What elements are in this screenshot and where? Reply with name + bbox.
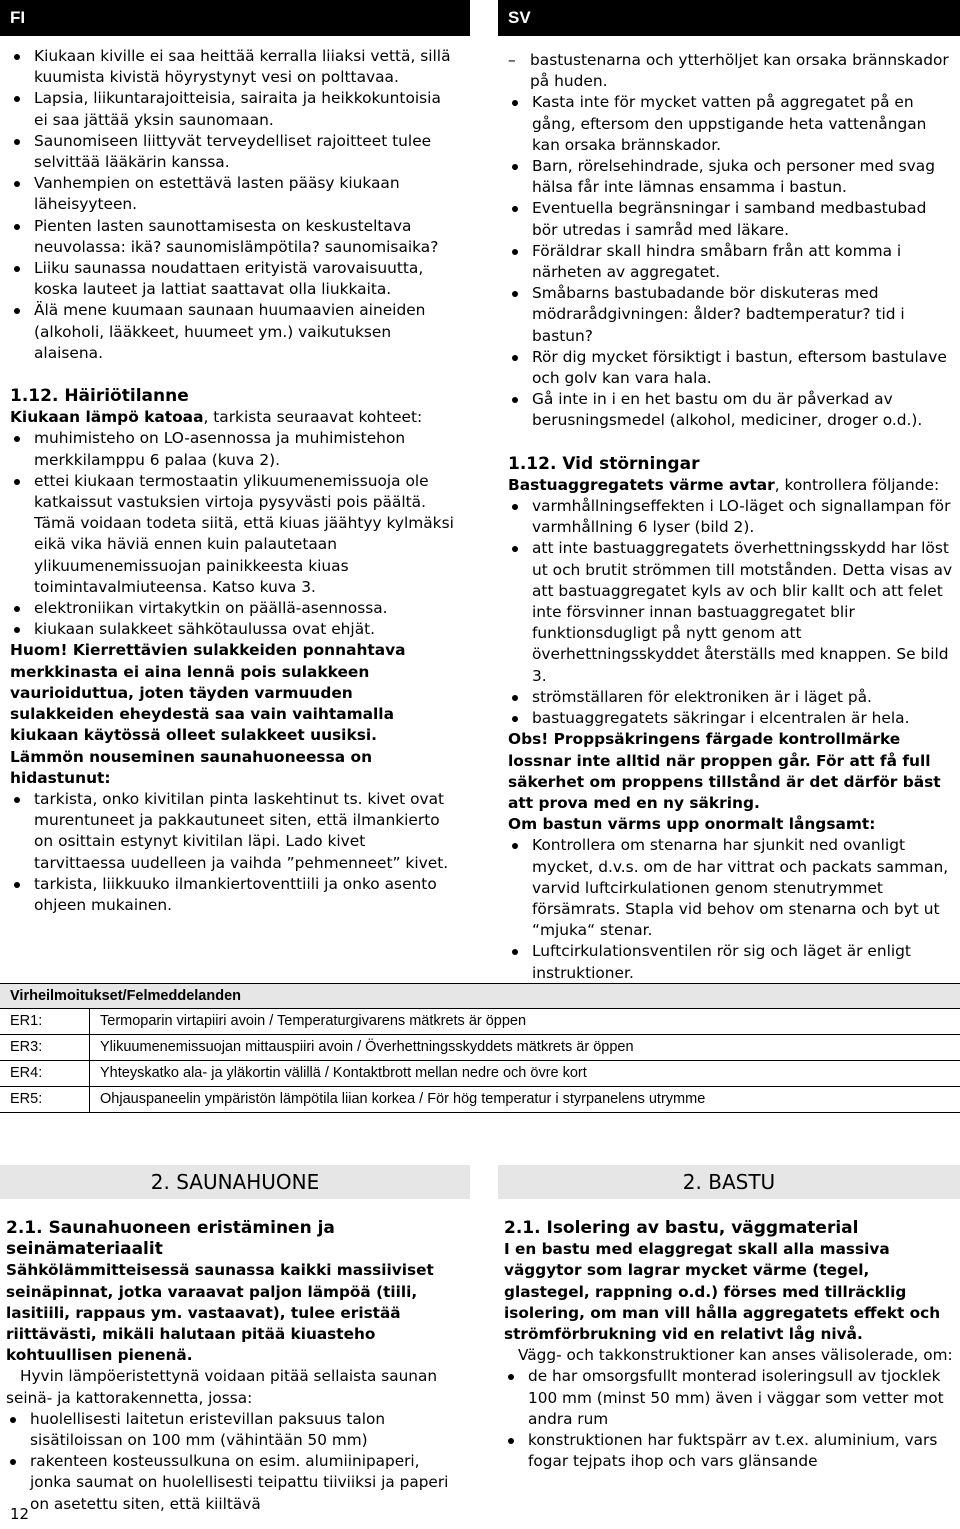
- table-row: [0, 1087, 960, 1113]
- list-item: konstruktionen har fuktspärr av t.ex. aluminium, vars fogar tejpats ihop och vars glänsande: [504, 1430, 956, 1472]
- list-item: Rör dig mycket försiktigt i bastun, eftersom bastulave och golv kan vara hala.: [508, 347, 954, 389]
- list-item: kiukaan sulakkeet sähkötaulussa ovat ehjät.: [10, 619, 458, 640]
- error-text: Ohjauspaneelin ympäristön lämpötila liian korkea / För hög temperatur i styrpanelens utrymme: [100, 1091, 706, 1107]
- list-item: Saunomiseen liittyvät terveydelliset rajoitteet tulee selvittää lääkärin kanssa.: [10, 131, 458, 173]
- fi-para: Hyvin lämpöeristettynä voidaan pitää sellaista saunan seinä- ja kattorakennetta, jossa:: [6, 1367, 438, 1407]
- list-item: Liiku saunassa noudattaen erityistä varovaisuutta, koska lauteet ja lattiat saattavat olla liukkaita.: [10, 258, 458, 300]
- fi-intro-rest: , tarkista seuraavat kohteet:: [203, 408, 423, 427]
- sv-safety-list: [508, 50, 954, 432]
- list-item: varmhållningseffekten i LO-läget och signallampan för varmhållning 6 lyser (bild 2).: [508, 496, 954, 538]
- list-item: huolellisesti laitetun eristevillan paksuus talon sisätiloissan on 100 mm (vähintään 50 mm): [6, 1409, 462, 1451]
- list-item: muhimisteho on LO-asennossa ja muhimistehon merkkilamppu 6 palaa (kuva 2).: [10, 428, 458, 470]
- fi-slow-heading: Lämmön nouseminen saunahuoneessa on hidastunut:: [10, 747, 373, 787]
- fi-check-list: [10, 428, 458, 640]
- sv-note: Obs! Proppsäkringens färgade kontrollmärke lossnar inte alltid när proppen går. För att få full säkerhet om proppens tillstånd är det därför bäst att prova med en ny säkring.: [508, 730, 941, 812]
- table-row: [0, 1035, 960, 1061]
- fi-safety-list: [10, 46, 458, 364]
- list-item: Gå inte in i en het bastu om du är påverkad av berusningsmedel (alkohol, mediciner, droger o.d.).: [508, 389, 954, 431]
- lang-label-fi: FI: [10, 8, 26, 27]
- list-item: att inte bastuaggregatets överhettningsskydd har löst ut och brutit strömmen till motstånden. Detta visas av att bastuaggregatet kyls av och blir kallt och att felet inte försvinner innan bastuaggregatet blir funktionsdugligt på nytt genom att överhettningsskyddet återställs med knappen. Se bild 3.: [508, 538, 954, 686]
- error-text: Ylikuumenemissuojan mittauspiiri avoin / Överhettningsskyddets mätkrets är öppen: [100, 1039, 634, 1055]
- sv-check-list: [508, 496, 954, 729]
- table-row: [0, 1061, 960, 1087]
- fi-bold-para: Sähkölämmitteisessä saunassa kaikki massiiviset seinäpinnat, jotka varaavat paljon lämpöä (tiili, lasitiili, rappaus ym. vastaavat), tulee eristää riittävästi, mikäli halutaan pitää kiuasteho kohtuullisen pienenä.: [6, 1261, 434, 1365]
- error-text: Termoparin virtapiiri avoin / Temperaturgivarens mätkrets är öppen: [100, 1013, 527, 1029]
- sv-slow-list: [508, 835, 954, 983]
- error-table: [0, 983, 960, 1113]
- sv-slow-heading: Om bastun värms upp onormalt långsamt:: [508, 815, 876, 834]
- fi-column: [10, 46, 458, 916]
- sv-intro-bold: Bastuaggregatets värme avtar: [508, 475, 775, 494]
- list-item: elektroniikan virtakytkin on päällä-asennossa.: [10, 598, 458, 619]
- list-item: strömställaren för elektroniken är i läget på.: [508, 687, 954, 708]
- list-item: bastuaggregatets säkringar i elcentralen är hela.: [508, 708, 954, 729]
- error-code: ER5:: [0, 1087, 90, 1112]
- header-bar-sv: [498, 0, 960, 36]
- error-code: ER4:: [0, 1061, 90, 1086]
- list-item: Luftcirkulationsventilen rör sig och läget är enligt instruktioner.: [508, 941, 954, 983]
- list-item: Pienten lasten saunottamisesta on keskusteltava neuvolassa: ikä? saunomislämpötila? saunomisaika?: [10, 216, 458, 258]
- list-item: Barn, rörelsehindrade, sjuka och personer med svag hälsa får inte lämnas ensamma i bastun.: [508, 156, 954, 198]
- error-table-title: Virheilmoitukset/Felmeddelanden: [0, 983, 960, 1009]
- fi-section2: [6, 1218, 462, 1515]
- fi-intro: [10, 407, 458, 428]
- sv-column: [508, 50, 954, 984]
- list-item: de har omsorgsfullt monterad isoleringsull av tjocklek 100 mm (minst 50 mm) även i väggar som vetter mot andra rum: [504, 1366, 956, 1430]
- fi-section2-title: 2. SAUNAHUONE: [0, 1165, 470, 1199]
- list-item: ettei kiukaan termostaatin ylikuumenemissuoja ole katkaissut vastuksien virtoja pysyvästi pois päältä. Tämä voidaan todeta siitä, että kiuas jäähtyy kylmäksi eikä vika häviä ennen kuin palautetaan ylikuumenemissuojan painikkeesta kiuas toimintavalmiuteensa. Katso kuva 3.: [10, 471, 458, 598]
- sv-section2: [504, 1218, 956, 1472]
- sv-bold-para: I en bastu med elaggregat skall alla massiva väggytor som lagrar mycket värme (tegel, glastegel, rappning o.d.) förses med tillräcklig isolering, om man vill hålla aggregatets effekt och strömförbrukning vid en relativt låg nivå.: [504, 1240, 941, 1344]
- list-item: Småbarns bastubadande bör diskuteras med mödrarådgivningen: ålder? badtemperatur? tid i bastun?: [508, 283, 954, 347]
- fi-intro-bold: Kiukaan lämpö katoaa: [10, 408, 204, 427]
- list-item: Eventuella begränsningar i samband medbastubad bör utredas i samråd med läkare.: [508, 198, 954, 240]
- error-text: Yhteyskatko ala- ja yläkortin välillä / Kontaktbrott mellan nedre och övre kort: [100, 1065, 587, 1081]
- error-code: ER3:: [0, 1035, 90, 1060]
- list-item: rakenteen kosteussulkuna on esim. alumiinipaperi, jonka saumat on huolellisesti teipattu tiiviiksi ja paperi on asetettu siten, että kiiltävä: [6, 1451, 462, 1515]
- table-row: [0, 1009, 960, 1035]
- error-code: ER1:: [0, 1009, 90, 1034]
- sv-intro: [508, 475, 954, 496]
- sv-insulation-list: [504, 1366, 956, 1472]
- fi-note: Huom! Kierrettävien sulakkeiden ponnahtava merkkinasta ei aina lennä pois sulakkeen vaurioiduttua, joten täyden varmuuden sulakkeiden eheydestä saa vain vaihtamalla kiukaan käytössä olleet sulakkeet uusiksi.: [10, 641, 406, 745]
- fi-insulation-list: [6, 1409, 462, 1515]
- list-item: Kiukaan kiville ei saa heittää kerralla liiaksi vettä, sillä kuumista kivistä höyrystynyt vesi on polttavaa.: [10, 46, 458, 88]
- sv-para: Vägg- och takkonstruktioner kan anses välisolerade, om:: [518, 1346, 953, 1365]
- page-number: 12: [10, 1505, 30, 1523]
- lang-label-sv: SV: [508, 8, 531, 27]
- list-item: Kasta inte för mycket vatten på aggregatet på en gång, eftersom den uppstigande heta vattenångan kan orsaka brännskador.: [508, 92, 954, 156]
- fi-section-heading: 1.12. Häiriötilanne: [10, 386, 189, 407]
- header-bar-fi: [0, 0, 470, 36]
- list-item: Lapsia, liikuntarajoitteisia, sairaita ja heikkokuntoisia ei saa jättää yksin saunomaan.: [10, 88, 458, 130]
- fi-subheading: 2.1. Saunahuoneen eristäminen ja seinämateriaalit: [6, 1218, 335, 1260]
- list-item: Föräldrar skall hindra småbarn från att komma i närheten av aggregatet.: [508, 241, 954, 283]
- list-item: Vanhempien on estettävä lasten pääsy kiukaan läheisyyteen.: [10, 173, 458, 215]
- list-item: tarkista, liikkuuko ilmankiertoventtiili ja onko asento ohjeen mukainen.: [10, 874, 458, 916]
- list-item: Älä mene kuumaan saunaan huumaavien aineiden (alkoholi, lääkkeet, huumeet ym.) vaikutuksen alaisena.: [10, 300, 458, 364]
- list-item: – bastustenarna och ytterhöljet kan orsaka brännskador på huden.: [508, 50, 954, 92]
- sv-section-heading: 1.12. Vid störningar: [508, 453, 700, 474]
- sv-subheading: 2.1. Isolering av bastu, väggmaterial: [504, 1218, 859, 1238]
- sv-intro-rest: , kontrollera följande:: [774, 475, 940, 494]
- fi-slow-list: [10, 789, 458, 916]
- list-item: Kontrollera om stenarna har sjunkit ned ovanligt mycket, d.v.s. om de har vittrat och packats samman, varvid luftcirkulationen genom stenutrymmet försämrats. Stapla vid behov om stenarna och byt ut “mjuka“ stenar.: [508, 835, 954, 941]
- sv-section2-title: 2. BASTU: [498, 1165, 960, 1199]
- list-item: tarkista, onko kivitilan pinta laskehtinut ts. kivet ovat murentuneet ja pakkautuneet siten, että ilmankierto on osittain estynyt kivitilan läpi. Lado kivet tarvittaessa uudelleen ja vaihda ”pehmenneet” kivet.: [10, 789, 458, 874]
